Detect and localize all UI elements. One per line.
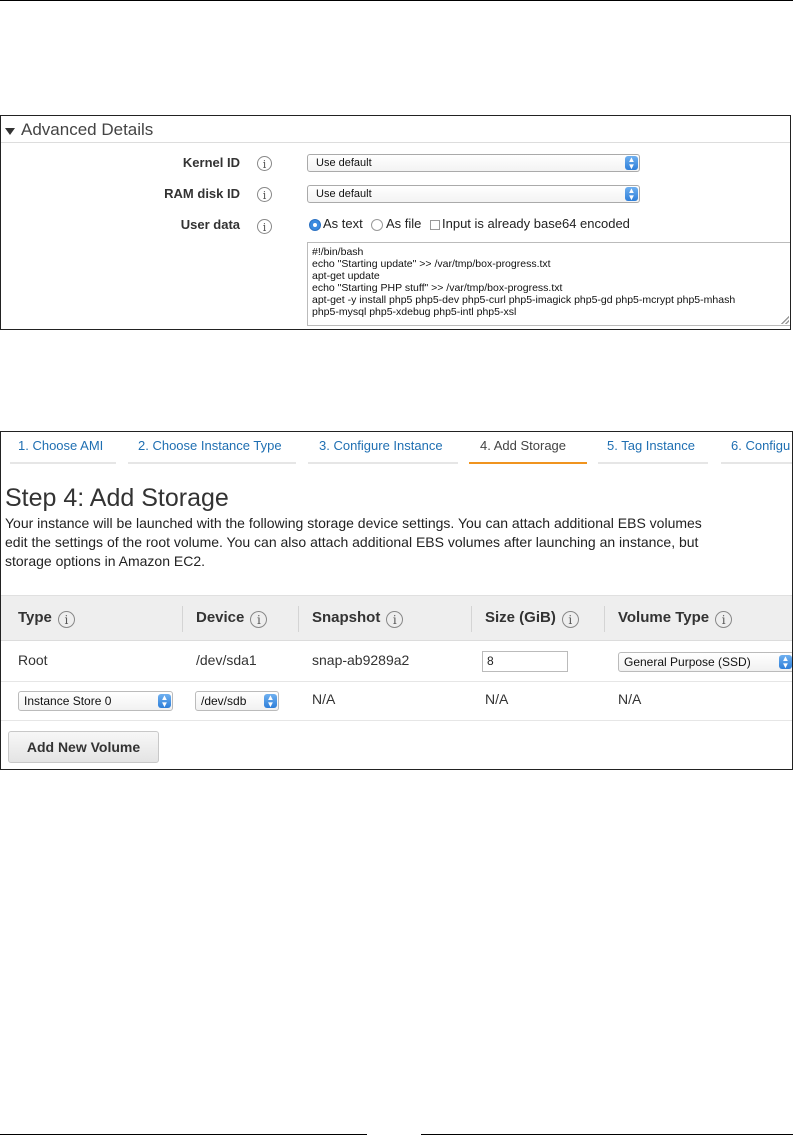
ramdisk-id-label: RAM disk ID xyxy=(164,186,240,201)
advanced-details-panel xyxy=(0,115,791,330)
script-line: echo "Starting PHP stuff" >> /var/tmp/box-progress.txt xyxy=(312,282,563,294)
description-line: Your instance will be launched with the following storage device settings. You can attach additional EBS volumes xyxy=(5,515,702,531)
info-icon[interactable]: i xyxy=(250,611,267,628)
type-value: Instance Store 0 xyxy=(24,694,112,708)
tab-add-storage[interactable]: 4. Add Storage xyxy=(480,438,567,453)
device-select[interactable] xyxy=(195,691,279,711)
column-divider xyxy=(298,606,299,632)
column-header-snapshot: Snapshot i xyxy=(312,609,403,628)
type-select[interactable] xyxy=(18,691,173,711)
info-icon[interactable]: i xyxy=(562,611,579,628)
volume-type-select[interactable] xyxy=(618,652,793,672)
base64-label: Input is already base64 encoded xyxy=(442,216,630,231)
step-description xyxy=(5,514,793,571)
storage-table-header xyxy=(1,595,793,641)
select-arrows-icon: ▲ ▼ xyxy=(264,694,277,708)
table-row xyxy=(1,682,793,721)
info-icon[interactable]: i xyxy=(257,219,272,234)
select-arrows-icon: ▲ ▼ xyxy=(158,694,171,708)
script-line: php5-mysql php5-xdebug php5-intl php5-xsl xyxy=(312,306,517,318)
as-text-radio[interactable] xyxy=(309,219,321,231)
as-text-label: As text xyxy=(323,216,363,231)
tab-underline xyxy=(128,462,296,464)
column-divider xyxy=(471,606,472,632)
advanced-details-title: Advanced Details xyxy=(21,120,154,139)
ramdisk-id-value: Use default xyxy=(316,188,372,200)
row-volume-type: N/A xyxy=(618,691,642,707)
user-data-textarea[interactable] xyxy=(307,242,791,326)
as-file-label: As file xyxy=(386,216,422,231)
header-divider xyxy=(1,142,790,143)
kernel-id-value: Use default xyxy=(316,157,372,169)
add-storage-panel xyxy=(0,431,793,770)
row-snapshot: snap-ab9289a2 xyxy=(312,652,410,668)
row-device: /dev/sda1 xyxy=(196,652,257,668)
advanced-details-toggle[interactable] xyxy=(5,119,153,141)
script-line: #!/bin/bash xyxy=(312,246,364,258)
device-value: /dev/sdb xyxy=(201,694,247,708)
tab-tag-instance[interactable]: 5. Tag Instance xyxy=(607,438,695,453)
tab-underline xyxy=(308,462,458,464)
tab-choose-instance-type[interactable]: 2. Choose Instance Type xyxy=(138,438,282,453)
info-icon[interactable]: i xyxy=(58,611,75,628)
resize-handle-icon[interactable] xyxy=(781,316,789,324)
select-arrows-icon: ▲ ▼ xyxy=(779,655,792,669)
tab-underline-active xyxy=(469,462,587,464)
ramdisk-id-select[interactable] xyxy=(307,185,640,203)
row-type: Root xyxy=(18,652,48,668)
column-divider xyxy=(182,606,183,632)
tab-underline xyxy=(10,462,116,464)
column-divider xyxy=(604,606,605,632)
tab-underline xyxy=(721,462,793,464)
volume-type-value: General Purpose (SSD) xyxy=(624,655,751,669)
select-arrows-icon: ▲ ▼ xyxy=(625,156,638,170)
info-icon[interactable]: i xyxy=(257,156,272,171)
caret-down-icon xyxy=(5,128,15,135)
row-size: N/A xyxy=(485,691,509,707)
column-header-device: Device i xyxy=(196,609,267,628)
description-line: edit the settings of the root volume. You can also attach additional EBS volumes after launching an instance, but xyxy=(5,534,699,550)
page-title: Step 4: Add Storage xyxy=(5,484,229,512)
footer-rule-left xyxy=(0,1134,367,1135)
tab-choose-ami[interactable]: 1. Choose AMI xyxy=(18,438,104,453)
row-snapshot: N/A xyxy=(312,691,336,707)
column-header-type: Type i xyxy=(18,609,75,628)
tab-underline xyxy=(598,462,708,464)
as-file-radio[interactable] xyxy=(371,219,383,231)
info-icon[interactable]: i xyxy=(257,187,272,202)
select-arrows-icon: ▲ ▼ xyxy=(625,187,638,201)
tab-configure-security[interactable]: 6. Configu xyxy=(731,438,791,453)
size-input[interactable]: 8 xyxy=(482,651,568,672)
footer-rule-right xyxy=(421,1134,793,1135)
description-line: storage options in Amazon EC2. xyxy=(5,553,206,569)
script-line: echo "Starting update" >> /var/tmp/box-progress.txt xyxy=(312,258,551,270)
tab-configure-instance[interactable]: 3. Configure Instance xyxy=(319,438,443,453)
base64-checkbox[interactable] xyxy=(430,220,440,230)
add-new-volume-button[interactable]: Add New Volume xyxy=(8,731,159,763)
kernel-id-label: Kernel ID xyxy=(182,155,240,170)
page-top-rule xyxy=(0,0,793,1)
column-header-size: Size (GiB) i xyxy=(485,609,579,628)
info-icon[interactable]: i xyxy=(715,611,732,628)
column-header-volume-type: Volume Type i xyxy=(618,609,732,628)
script-line: apt-get -y install php5 php5-dev php5-curl php5-imagick php5-gd php5-mcrypt php5-mhash xyxy=(312,294,736,306)
script-line: apt-get update xyxy=(312,270,380,282)
info-icon[interactable]: i xyxy=(386,611,403,628)
kernel-id-select[interactable] xyxy=(307,154,640,172)
table-row xyxy=(1,641,793,682)
user-data-label: User data xyxy=(180,217,240,232)
